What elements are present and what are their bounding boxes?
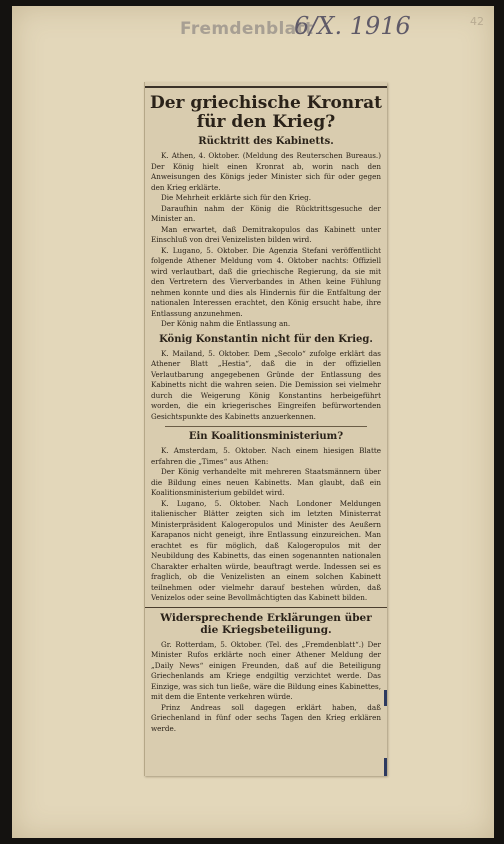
newspaper-clipping — [144, 82, 387, 776]
section-heading: Rücktritt des Kabinetts. — [198, 136, 334, 147]
article-paragraph: K. Amsterdam, 5. Oktober. Nach einem hiesigen Blatte erfahren die „Times“ aus Athen: — [151, 446, 381, 466]
newspaper-stamp: Fremdenblatt — [180, 19, 314, 39]
handwritten-date: 6/X. 1916 — [294, 12, 411, 40]
section-heading: König Konstantin nicht für den Krieg. — [159, 333, 373, 345]
article-paragraph: Daraufhin nahm der König die Rücktrittsgesuche der Minister an. — [151, 203, 381, 223]
section-divider — [165, 426, 367, 427]
article-paragraph: Gr. Rotterdam, 5. Oktober. (Tel. des „Fremdenblatt“.) Der Minister Rufos erklärte noch einer Athener Meldung der „Daily News“ einigen Freunden, daß auf die Beteiligung Griechenlands am Kriege endgiltig verzichtet werde. Das Einzige, was sich tun ließe, wäre die Bildung eines Kabinettes, mit dem die Entente verkehren würde. — [151, 639, 381, 701]
article-paragraph: Man erwartet, daß Demitrakopulos das Kabinett unter Einschluß von drei Venizelisten bilden wird. — [151, 224, 381, 244]
article-paragraph: Der König verhandelte mit mehreren Staatsmännern über die Bildung eines neuen Kabinetts. Man glaubt, daß ein Koalitionsministerium gebildet wird. — [151, 467, 381, 497]
section-heading: Widersprechende Erklärungen über die Kriegsbeteiligung. — [160, 611, 372, 636]
article-paragraph: K. Lugano, 5. Oktober. Nach Londoner Meldungen italienischer Blätter zeigten sich im letzten Ministerrat Ministerpräsident Kalogeropulos und Minister des Aeußern Karapanos nicht geneigt, ihre Entlassung einzureichen. Man erachtet es für möglich, daß Kalogeropulos mit der Neubildung des Kabinetts, das einen sogenannten nationalen Charakter erhalten würde, beauftragt werde. Indessen sei es fraglich, ob die Venizelisten an einem solchen Kabinett teilnehmen oder vielmehr darauf bestehen würden, daß Venizelos oder seine Bevollmächtigten das Kabinett bilden. — [151, 498, 381, 602]
clipping-seam — [145, 607, 387, 608]
page-number: 42 — [470, 15, 484, 28]
article-paragraph: Prinz Andreas soll dagegen erklärt haben, daß Griechenland in fünf oder sechs Tagen den Krieg erklären werde. — [151, 702, 381, 733]
article-paragraph: K. Lugano, 5. Oktober. Die Agenzia Stefani veröffentlicht folgende Athener Meldung vom 4. Oktober nachts: Offiziell wird verlautbart, daß die griechische Regierung, da sie mit den Vertretern des Vierverbandes in Athen keine Fühlung nehmen konnte und dies als Hindernis für die Entfaltung der nationalen Interessen erachtet, den König ersucht habe, ihre Entlassung anzunehmen. — [151, 245, 381, 318]
article-paragraph: Die Mehrheit erklärte sich für den Krieg. — [161, 193, 312, 202]
section-heading: Ein Koalitionsministerium? — [188, 431, 344, 442]
article-paragraph: K. Athen, 4. Oktober. (Meldung des Reuterschen Bureaus.) Der König hielt einen Kronrat ab, worin nach den Anweisungen des Königs jeder Minister sich für oder gegen den Krieg erklärte. — [151, 151, 381, 192]
article-paragraph: Der König nahm die Entlassung an. — [161, 319, 291, 328]
clip-edge-mark — [384, 758, 387, 776]
article-headline: Der griechische Kronrat für den Krieg? — [150, 93, 382, 132]
article-paragraph: K. Mailand, 5. Oktober. Dem „Secolo“ zufolge erklärt das Athener Blatt „Hestia“, daß die in der offiziellen Verlautbarung angegebenen Gründe der Entlassung des Kabinetts nicht die wahren seien. Die Demission sei vielmehr durch die Weigerung König Konstantins herbeigeführt worden, die ein kriegerisches Eingreifen befürwortenden Gesichtspunkte des Kabinetts anzuerkennen. — [151, 348, 381, 421]
article — [145, 92, 387, 736]
clipping-top-rule — [145, 86, 387, 88]
